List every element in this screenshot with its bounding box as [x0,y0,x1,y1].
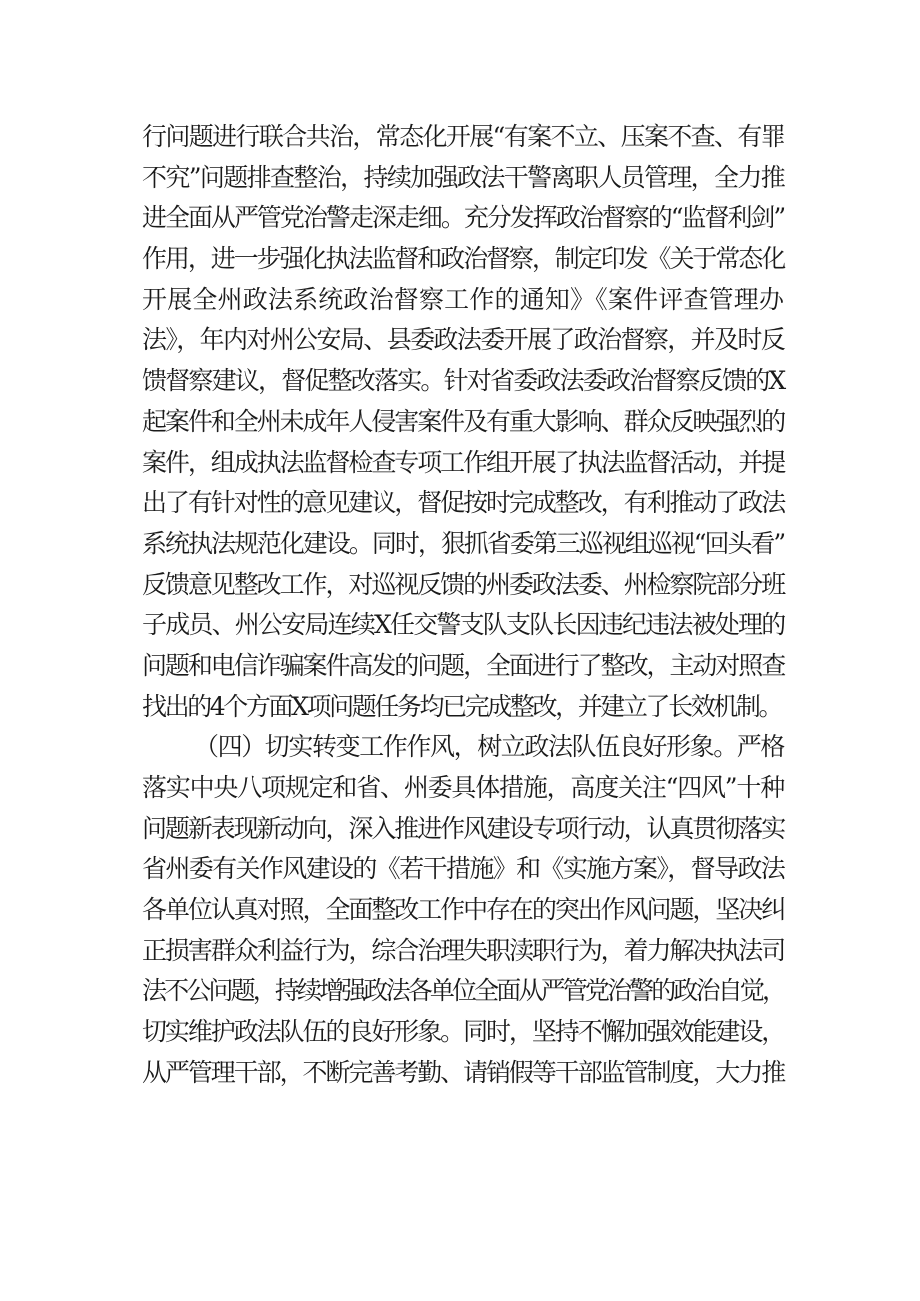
text-line: 不究”问题排查整治，持续加强政法干警离职人员管理，全力推 [142,162,784,192]
text-line: 进全面从严管党治警走深走细。充分发挥政治督察的“监督利剑” [142,203,784,233]
text-line: 行问题进行联合共治，常态化开展“有案不立、压案不查、有罪 [142,122,784,151]
text-line: 省州委有关作风建设的《若干措施》和《实施方案》，督导政法 [142,854,784,884]
text-line: 切实维护政法队伍的良好形象。同时，坚持不懈加强效能建设， [142,1017,784,1047]
text-line: 作用，进一步强化执法监督和政治督察，制定印发《关于常态化 [142,244,784,274]
text-line: 落实中央八项规定和省、州委具体措施，高度关注“四风”十种 [142,773,784,802]
text-line: 出了有针对性的意见建议，督促按时完成整改，有利推动了政法 [142,488,784,518]
document-body [142,117,784,1094]
text-line: 反馈意见整改工作，对巡视反馈的州委政法委、州检察院部分班 [142,569,784,599]
text-line: 案件，组成执法监督检查专项工作组开展了执法监督活动，并提 [142,447,784,477]
text-line: 系统执法规范化建设。同时，狠抓省委第三巡视组巡视“回头看” [142,528,784,558]
text-line: 开展全州政法系统政治督察工作的通知》《案件评查管理办 [142,284,784,314]
paragraph-2 [142,727,784,1093]
text-line: 法》，年内对州公安局、县委政法委开展了政治督察，并及时反 [142,325,784,355]
paragraph-1 [142,117,784,727]
text-line: 子成员、州公安局连续X任交警支队支队长因违纪违法被处理的 [142,610,785,640]
text-line: 从严管理干部，不断完善考勤、请销假等干部监管制度，大力推 [142,1057,784,1087]
text-line: 找出的4个方面X项问题任务均已完成整改，并建立了长效机制。 [142,691,782,721]
text-line: 问题和电信诈骗案件高发的问题，全面进行了整改，主动对照查 [142,650,784,680]
text-line: 正损害群众利益行为，综合治理失职渎职行为，着力解决执法司 [142,935,784,965]
text-line: 法不公问题，持续增强政法各单位全面从严管党治警的政治自觉， [142,976,784,1006]
text-line: 馈督察建议，督促整改落实。针对省委政法委政治督察反馈的X [142,366,785,396]
text-line: 问题新表现新动向，深入推进作风建设专项行动，认真贯彻落实 [142,813,784,843]
section-heading-line: （四）切实转变工作作风，树立政法队伍良好形象。严格 [194,732,785,762]
text-line: 各单位认真对照，全面整改工作中存在的突出作风问题，坚决纠 [142,895,784,925]
text-line: 起案件和全州未成年人侵害案件及有重大影响、群众反映强烈的 [142,406,784,436]
